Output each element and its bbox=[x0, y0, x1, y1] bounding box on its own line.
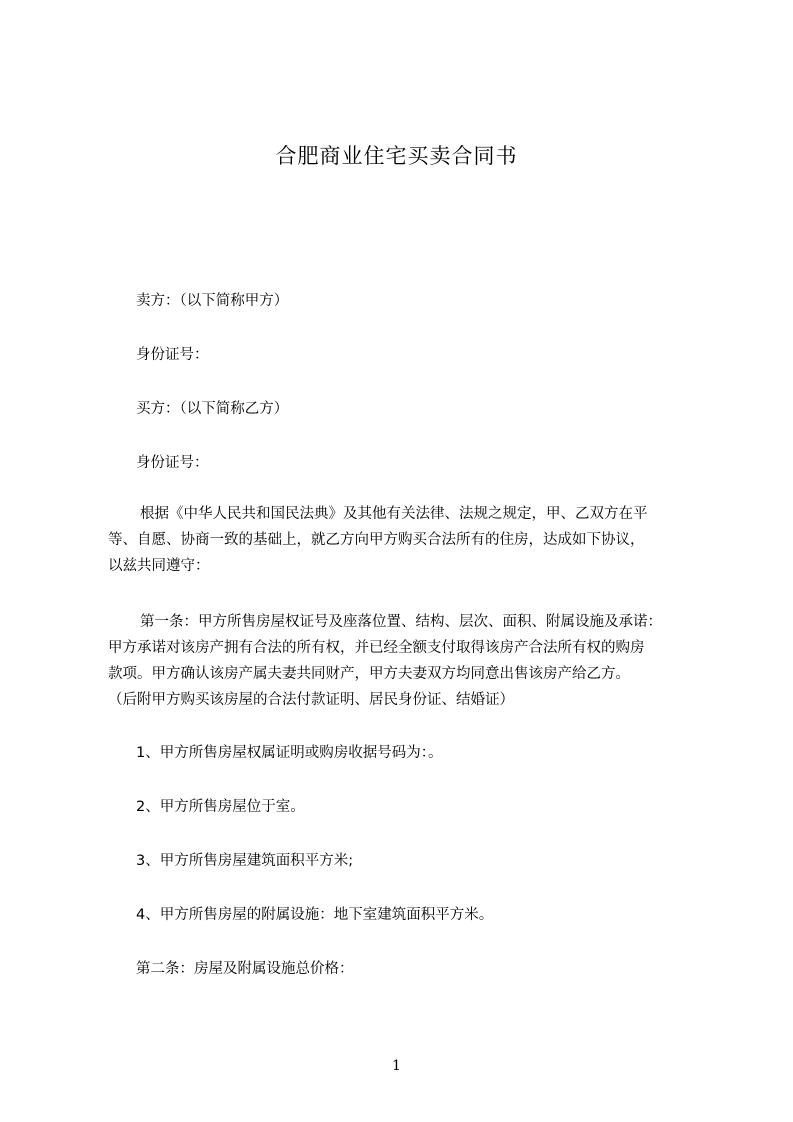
article-1-line: 第一条：甲方所售房屋权证号及座落位置、结构、层次、面积、附属设施及承诺： bbox=[140, 614, 662, 630]
buyer-id-label: 身份证号： bbox=[136, 455, 209, 471]
article-2-heading: 第二条：房屋及附属设施总价格： bbox=[136, 961, 354, 977]
item-1: 1、甲方所售房屋权属证明或购房收据号码为：。 bbox=[136, 745, 443, 761]
article-1-paragraph bbox=[108, 609, 698, 713]
page-number: 1 bbox=[392, 1058, 401, 1074]
preamble-line: 以兹共同遵守： bbox=[108, 558, 210, 574]
item-4: 4、甲方所售房屋的附属设施：地下室建筑面积平方米。 bbox=[136, 907, 494, 923]
seller-label: 卖方：（以下简称甲方） bbox=[136, 293, 289, 309]
seller-id-label: 身份证号： bbox=[136, 347, 209, 363]
document-title: 合肥商业住宅买卖合同书 bbox=[275, 144, 518, 168]
preamble-line: 根据《中华人民共和国民法典》及其他有关法律、法规之规定，甲、乙双方在平 bbox=[140, 506, 648, 522]
article-1-line: 甲方承诺对该房产拥有合法的所有权，并已经全额支付取得该房产合法所有权的购房 bbox=[108, 640, 645, 656]
article-1-line: （后附甲方购买该房屋的合法付款证明、居民身份证、结婚证） bbox=[108, 692, 514, 708]
article-1-line: 款项。甲方确认该房产属夫妻共同财产，甲方夫妻双方均同意出售该房产给乙方。 bbox=[108, 666, 630, 682]
buyer-label: 买方：（以下简称乙方） bbox=[136, 401, 289, 417]
item-2: 2、甲方所售房屋位于室。 bbox=[136, 799, 305, 815]
preamble-line: 等、自愿、协商一致的基础上，就乙方向甲方购买合法所有的住房，达成如下协议， bbox=[108, 532, 645, 548]
preamble-paragraph bbox=[108, 501, 698, 579]
item-3: 3、甲方所售房屋建筑面积平方米; bbox=[136, 853, 354, 869]
